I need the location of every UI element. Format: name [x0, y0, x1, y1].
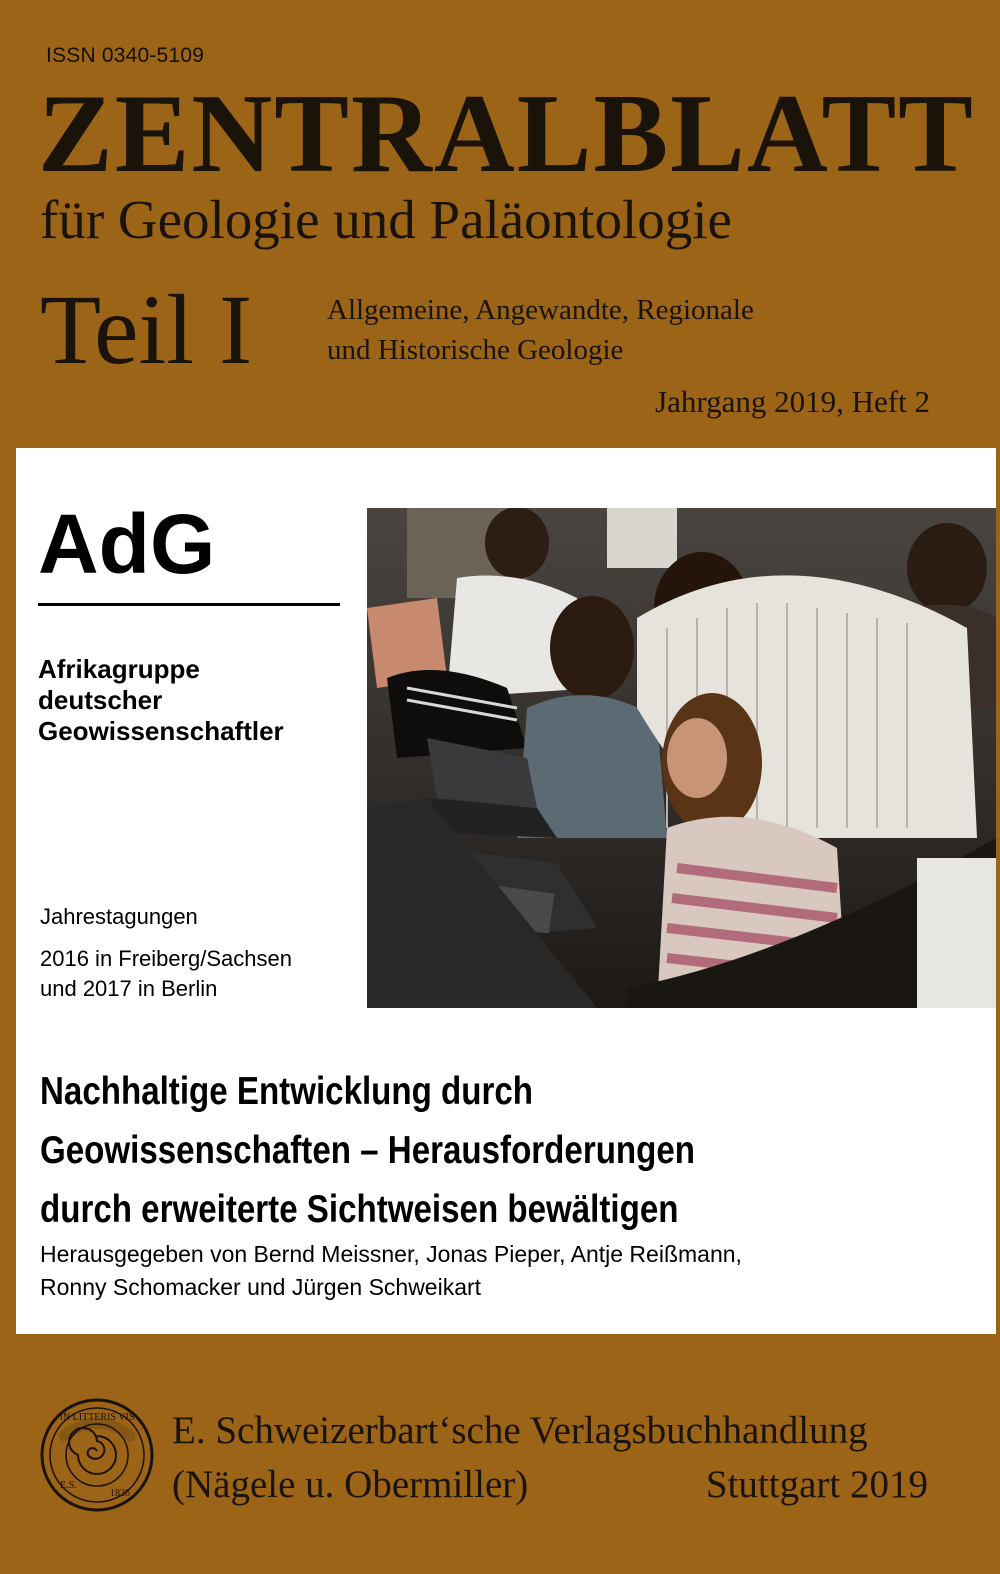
workshop-photo: [367, 508, 996, 1008]
org-name-line: deutscher: [38, 685, 163, 715]
volume-title: [40, 1062, 695, 1239]
meeting-line: und 2017 in Berlin: [40, 976, 218, 1001]
journal-part: Teil I: [40, 274, 253, 385]
journal-title: ZENTRALBLATT: [38, 72, 975, 196]
org-name: [38, 654, 284, 747]
photo-illustration: [367, 508, 996, 1008]
publisher-city-year: Stuttgart 2019: [705, 1463, 928, 1506]
meetings-list: [40, 944, 292, 1004]
part-description-line: und Historische Geologie: [327, 334, 624, 366]
publisher-name: E. Schweizerbart‘sche Verlagsbuchhandlung: [172, 1409, 868, 1452]
editors: [40, 1238, 742, 1304]
org-acronym: AdG: [38, 497, 216, 591]
publisher-seal-logo: [38, 1396, 156, 1514]
svg-text:IN LITTERIS VIS: IN LITTERIS VIS: [59, 1412, 135, 1423]
svg-text:1826: 1826: [110, 1488, 130, 1499]
journal-subtitle: für Geologie und Paläontologie: [40, 189, 732, 250]
publisher-owners: (Nägele u. Obermiller): [172, 1463, 529, 1506]
org-name-line: Geowissenschaftler: [38, 716, 284, 746]
editors-line: Herausgegeben von Bernd Meissner, Jonas Pieper, Antje Reißmann,: [40, 1241, 742, 1267]
volume-title-line: Nachhaltige Entwicklung durch: [40, 1070, 534, 1113]
part-description: [327, 290, 754, 370]
editors-line: Ronny Schomacker und Jürgen Schweikart: [40, 1274, 482, 1300]
meeting-line: 2016 in Freiberg/Sachsen: [40, 946, 292, 971]
volume-title-line: durch erweiterte Sichtweisen bewältigen: [40, 1188, 679, 1231]
part-description-line: Allgemeine, Angewandte, Regionale: [327, 294, 754, 326]
org-name-line: Afrikagruppe: [38, 654, 200, 684]
issn-number: ISSN 0340-5109: [46, 44, 205, 67]
meetings-heading: Jahrestagungen: [40, 904, 198, 929]
svg-text:E.S.: E.S.: [60, 1480, 77, 1491]
issue-info: Jahrgang 2019, Heft 2: [655, 384, 930, 419]
volume-title-line: Geowissenschaften – Herausforderungen: [40, 1129, 696, 1172]
acronym-divider: [38, 603, 340, 606]
